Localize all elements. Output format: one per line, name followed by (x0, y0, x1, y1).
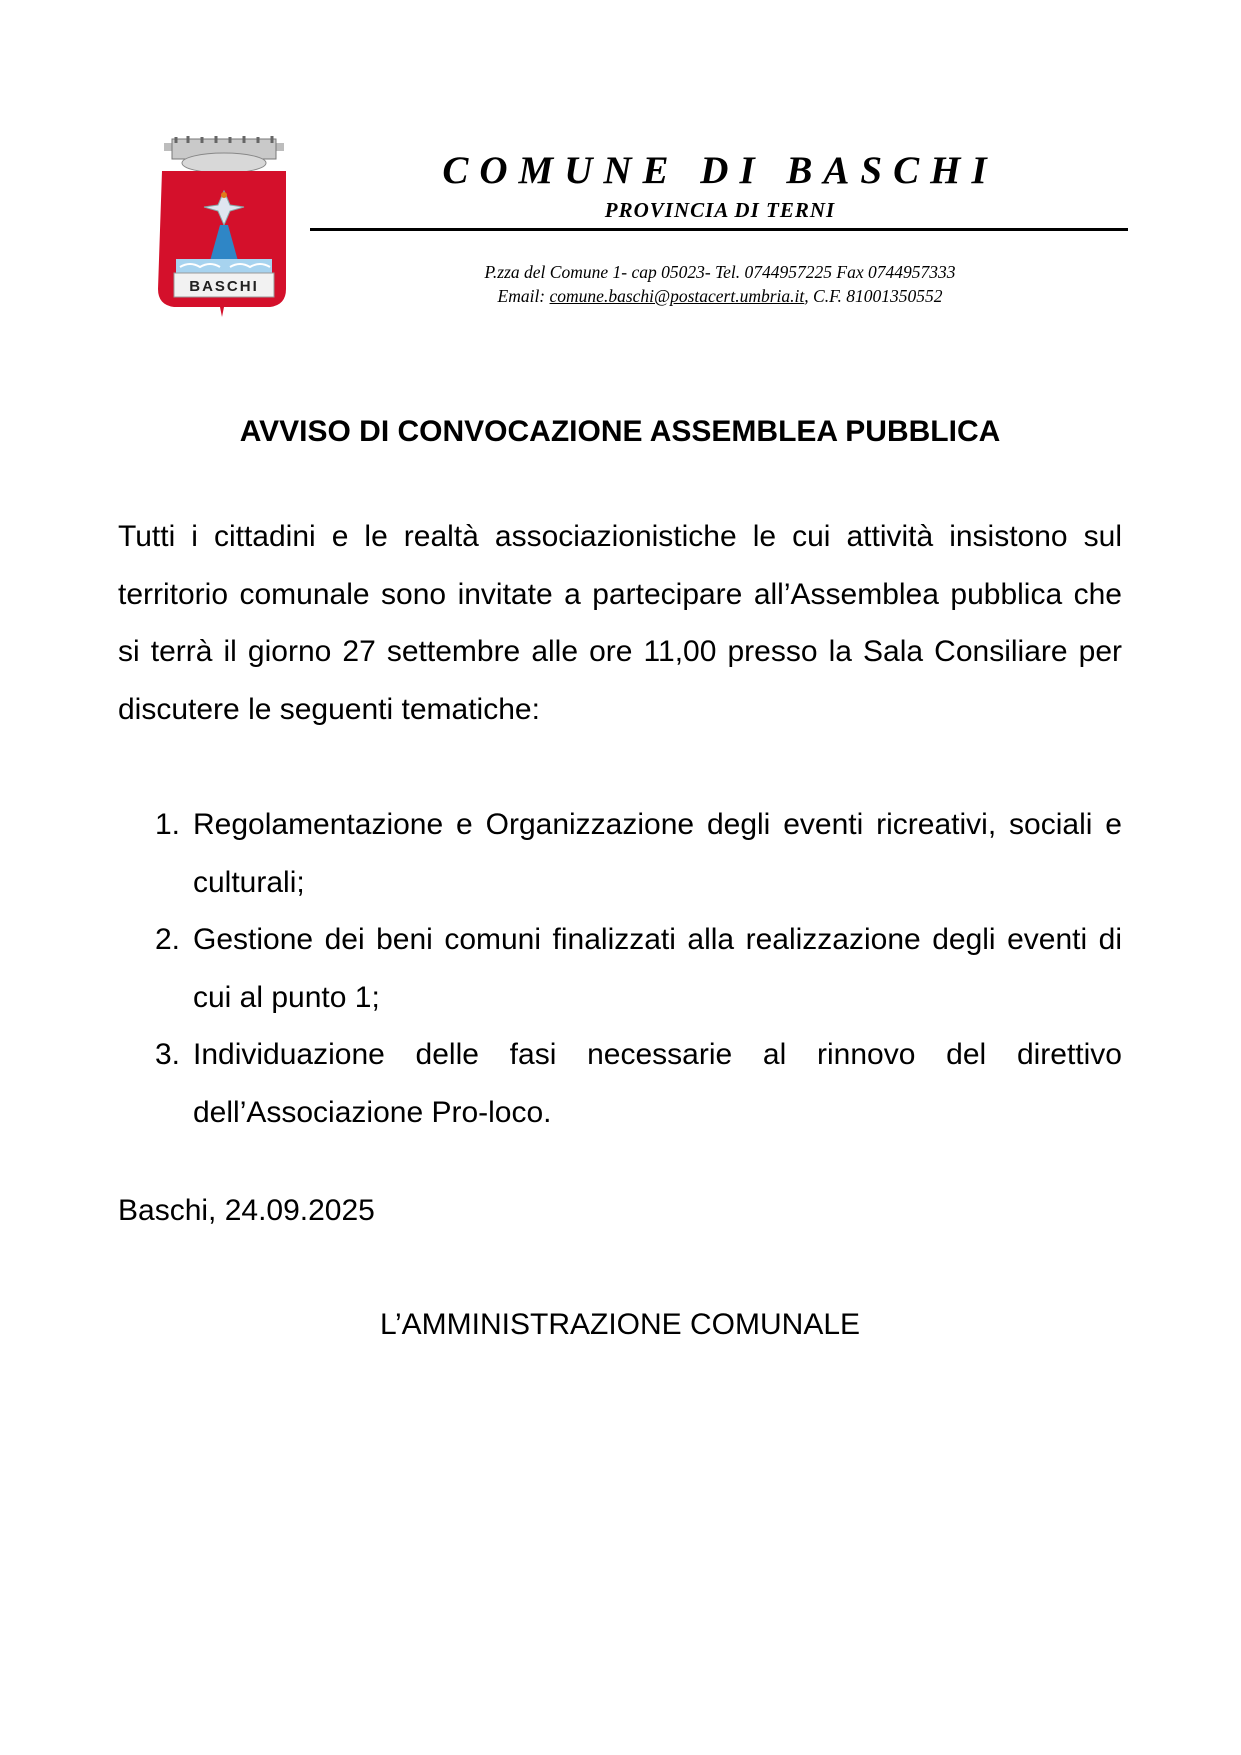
notice-title: AVVISO DI CONVOCAZIONE ASSEMBLEA PUBBLICA (239, 415, 1001, 448)
municipal-crest-icon (158, 133, 290, 318)
province-name: PROVINCIA DI TERNI (604, 198, 836, 222)
list-item-text: Individuazione delle fasi necessarie al rinnovo del direttivo dell’Associazione Pro-loco. (193, 1038, 1122, 1129)
address-line: P.zza del Comune 1- cap 05023- Tel. 0744957225 Fax 0744957333 (484, 262, 956, 282)
list-item (118, 1026, 1122, 1141)
email-label: Email: (497, 286, 550, 306)
list-item-text: Gestione dei beni comuni finalizzati alla realizzazione degli eventi di cui al punto 1; (193, 923, 1122, 1014)
place-date: Baschi, 24.09.2025 (118, 1194, 375, 1227)
list-item-number: 2. (155, 923, 181, 956)
organization-name: COMUNE DI BASCHI (442, 149, 998, 192)
list-item (118, 796, 1122, 911)
notice-intro: Tutti i cittadini e le realtà associazionistiche le cui attività insistono sul territorio comunale sono invitate a partecipare all’Assemblea pubblica che si terrà il giorno 27 settembre alle ore 11,00 presso la Sala Consiliare per discutere le seguenti tematiche: (118, 520, 1122, 726)
list-item-number: 1. (155, 808, 181, 841)
list-item-text: Regolamentazione e Organizzazione degli eventi ricreativi, sociali e culturali; (193, 808, 1122, 899)
signature: L’AMMINISTRAZIONE COMUNALE (379, 1308, 861, 1341)
topics-list (118, 796, 1122, 1141)
list-item-number: 3. (155, 1038, 181, 1071)
header-divider (310, 228, 1128, 231)
contact-line (310, 286, 1130, 307)
email-link[interactable]: comune.baschi@postacert.umbria.it (549, 286, 805, 306)
list-item (118, 911, 1122, 1026)
tax-code: , C.F. 81001350552 (804, 286, 943, 306)
crest-label: BASCHI (189, 278, 259, 295)
